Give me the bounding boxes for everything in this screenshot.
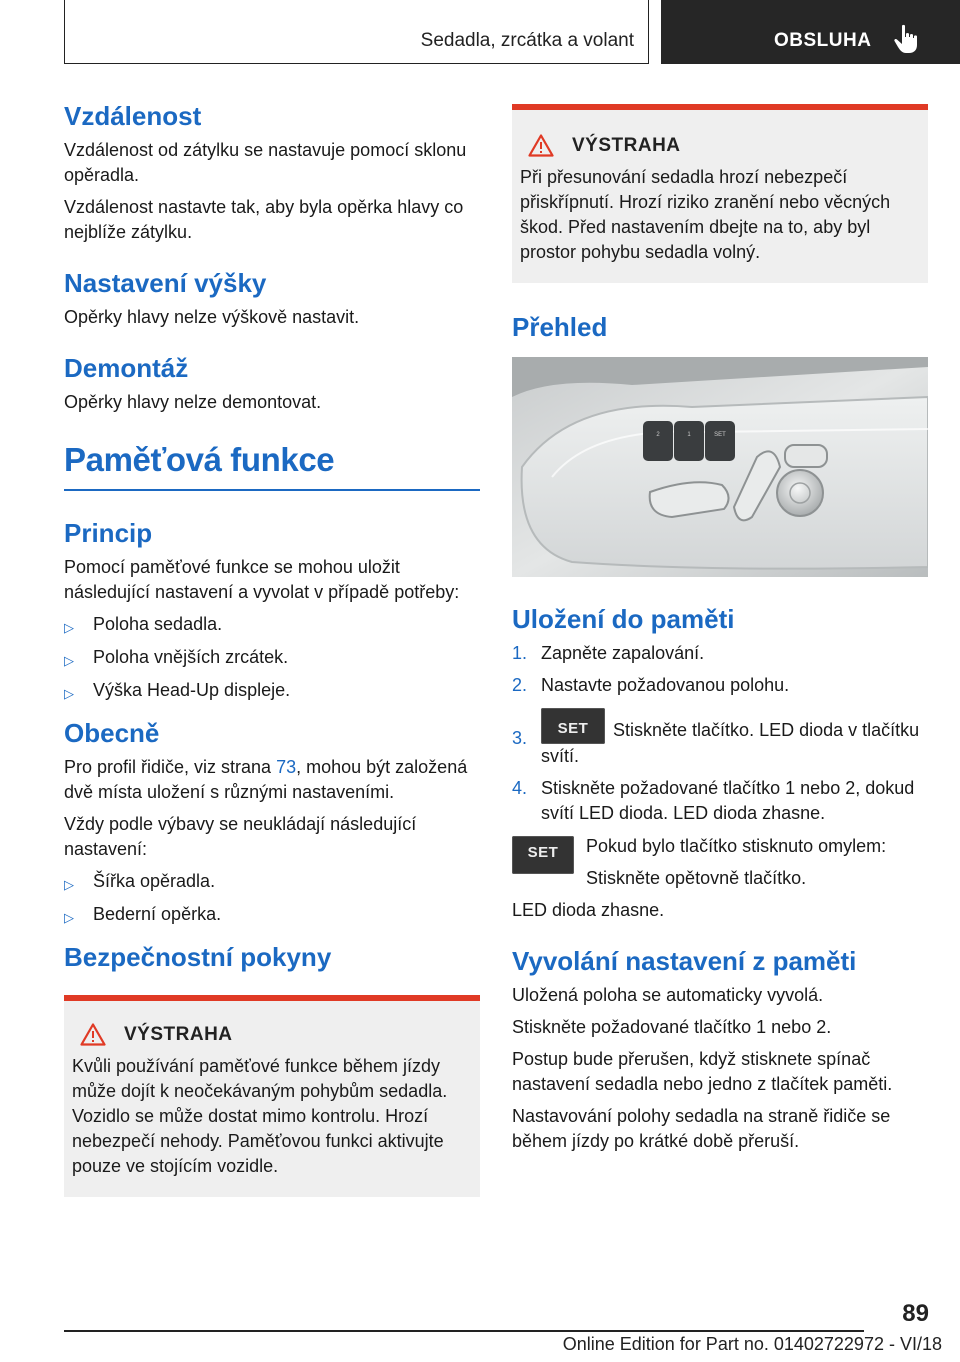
page-link[interactable]: 73 <box>276 757 297 777</box>
obecne-p1: Pro profil řidiče, viz strana 73, mohou být založená dvě místa uložení s různými nastaveními. <box>64 757 468 802</box>
memory-button-1: 1 <box>687 432 691 438</box>
memory-button-2: 2 <box>656 432 660 438</box>
warning-title: VÝSTRAHA <box>124 1023 233 1045</box>
heading-vyvolani: Vyvolání nastavení z paměti <box>512 946 857 976</box>
heading-ulozeni: Uložení do paměti <box>512 604 735 634</box>
obecne-p2: Vždy podle výbavy se neukládají následující nastavení: <box>64 814 417 859</box>
heading-prehled: Přehled <box>512 312 608 342</box>
warning-text: Kvůli používání paměťové funkce během jízdy může dojít k neočekávaným pohybům sedadla. Vozidlo se může dostat mimo kontrolu. Hrozí nebezpečí nehody. Paměťovou funkci aktivujte pouze ve stojícím vozidle. <box>72 1056 448 1176</box>
heading-demontaz: Demontáž <box>64 353 189 383</box>
heading-vzdalenost: Vzdálenost <box>64 101 202 131</box>
vyvolani-p1: Uložená poloha se automaticky vyvolá. <box>512 985 824 1005</box>
princip-p1: Pomocí paměťové funkce se mohou uložit následující nastavení a vyvolat v případě potřeby: <box>64 557 460 602</box>
page-number: 89 <box>902 1300 929 1327</box>
memory-button-set: SET <box>714 432 726 438</box>
header-chapter-box <box>64 0 649 64</box>
heading-obecne: Obecně <box>64 718 160 748</box>
warning-triangle-icon <box>528 134 554 157</box>
list-item: 2. Nastavte požadovanou polohu. <box>512 675 790 695</box>
triangle-bullet-icon: ▷ <box>64 910 74 925</box>
list-item: ▷ Poloha vnějších zrcátek. <box>64 645 480 670</box>
list-item: 1. Zapněte zapalování. <box>512 643 705 663</box>
vzdalenost-p1: Vzdálenost od zátylku se nastavuje pomocí sklonu opěradla. <box>64 140 467 185</box>
seat-controls-photo <box>512 357 928 577</box>
triangle-bullet-icon: ▷ <box>64 653 74 668</box>
section-label: OBSLUHA <box>774 30 872 51</box>
triangle-bullet-icon: ▷ <box>64 620 74 635</box>
warning-box <box>512 104 928 283</box>
demontaz-p1: Opěrky hlavy nelze demontovat. <box>64 392 322 412</box>
set-button-icon: SET <box>512 836 574 874</box>
list-item: 4. Stiskněte požadované tlačítko 1 nebo 2, dokud svítí LED dioda. LED dioda zhasne. <box>512 778 915 823</box>
heading-nastaveni-vysky: Nastavení výšky <box>64 268 267 298</box>
princip-list <box>64 612 480 703</box>
vyvolani-p4: Nastavování polohy sedadla na straně řidiče se během jízdy po krátké době přeruší. <box>512 1106 891 1151</box>
led-off-text: LED dioda zhasne. <box>512 900 665 920</box>
warning-title: VÝSTRAHA <box>572 134 681 156</box>
heading-bezpecnostni-pokyny: Bezpečnostní pokyny <box>64 942 332 972</box>
warning-box <box>64 995 480 1197</box>
vyvolani-p2: Stiskněte požadované tlačítko 1 nebo 2. <box>512 1017 832 1037</box>
set-button-icon: SET <box>541 708 605 744</box>
note-line-2: Stiskněte opětovně tlačítko. <box>586 868 807 888</box>
list-item: ▷ Poloha sedadla. <box>64 612 480 637</box>
nastaveni-vysky-p1: Opěrky hlavy nelze výškově nastavit. <box>64 307 360 327</box>
left-column <box>64 100 480 1197</box>
vzdalenost-p2: Vzdálenost nastavte tak, aby byla opěrka hlavy co nejblíže zátylku. <box>64 197 464 242</box>
list-item: ▷ Šířka opěradla. <box>64 869 480 894</box>
heading-princip: Princip <box>64 518 153 548</box>
heading-pametova-funkce: Paměťová funkce <box>64 441 335 478</box>
obecne-list <box>64 869 480 927</box>
note-block <box>512 834 928 891</box>
header-section-box <box>661 0 960 64</box>
warning-text: Při přesunování sedadla hrozí nebezpečí přiskřípnutí. Hrozí riziko zranění nebo věcných škod. Před nastavením dbejte na to, aby byl prostor pohybu sedadla volný. <box>520 167 891 262</box>
note-line-1: Pokud bylo tlačítko stisknuto omylem: <box>586 836 887 856</box>
list-item: ▷ Bederní opěrka. <box>64 902 480 927</box>
triangle-bullet-icon: ▷ <box>64 877 74 892</box>
vyvolani-p3: Postup bude přerušen, když stisknete spínač nastavení sedadla nebo jedno z tlačítek paměti. <box>512 1049 893 1094</box>
ulozeni-steps <box>512 641 928 826</box>
list-item: 3. SET Stiskněte tlačítko. LED dioda v tlačítku svítí. <box>512 708 928 769</box>
hand-pointer-icon <box>893 24 921 54</box>
warning-triangle-icon <box>80 1023 106 1046</box>
chapter-title: Sedadla, zrcátka a volant <box>420 30 634 51</box>
list-item: ▷ Výška Head-Up displeje. <box>64 678 480 703</box>
right-column <box>512 104 928 1161</box>
section-divider <box>64 489 480 491</box>
triangle-bullet-icon: ▷ <box>64 686 74 701</box>
edition-text: Online Edition for Part no. 01402722972 - VI/18 <box>562 1334 942 1354</box>
footer-divider <box>64 1330 864 1332</box>
